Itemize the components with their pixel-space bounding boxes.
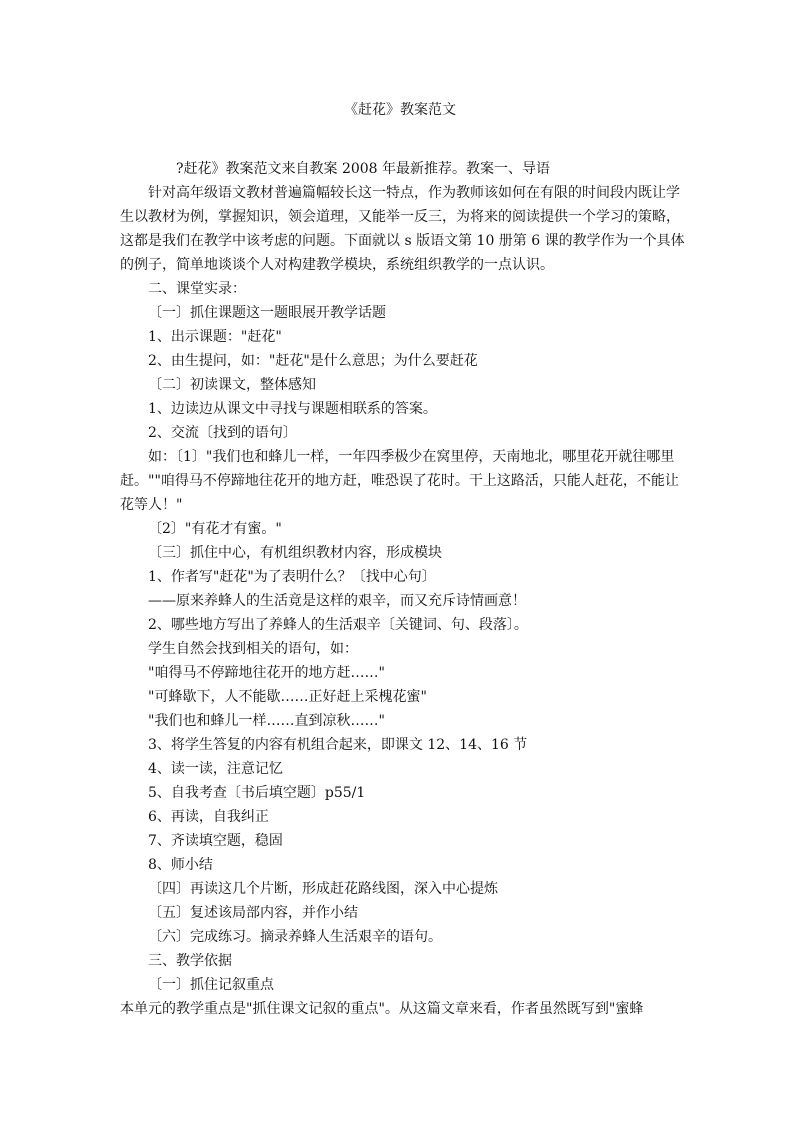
- paragraph-line: 3、将学生答复的内容有机组合起来，即课文 12、14、16 节: [148, 737, 528, 753]
- paragraph-line: 学生自然会找到相关的语句，如：: [148, 641, 358, 657]
- paragraph-line: 〔五〕复述该局部内容，并作小结: [148, 905, 358, 921]
- paragraph-line: 〔一〕抓住课题这一题眼展开教学话题: [148, 305, 386, 321]
- paragraph-line: 的例子，简单地谈谈个人对构建教学模块，系统组织教学的一点认识。: [120, 257, 554, 273]
- paragraph-line: 1、出示课题："赶花": [148, 329, 282, 345]
- paragraph-line: 三、教学依据: [148, 953, 232, 969]
- paragraph-line: ?赶花》教案范文来自教案 2008 年最新推荐。教案一、导语: [176, 161, 551, 177]
- paragraph-line: 1、作者写"赶花"为了表明什么？〔找中心句〕: [148, 569, 436, 585]
- paragraph-line: 7、齐读填空题，稳固: [148, 833, 283, 849]
- paragraph-line: "可蜂歇下，人不能歇……正好赶上采槐花蜜": [148, 689, 427, 705]
- paragraph-line: 〔六〕完成练习。摘录养蜂人生活艰辛的语句。: [148, 929, 442, 945]
- paragraph-line: 〔二〕初读课文，整体感知: [148, 377, 316, 393]
- paragraph-line: 花等人！": [120, 497, 183, 513]
- paragraph-line: 8、师小结: [148, 857, 213, 873]
- paragraph-line: 2、由生提问，如："赶花"是什么意思；为什么要赶花: [148, 353, 478, 369]
- paragraph-line: 2、交流〔找到的语句〕: [148, 425, 297, 441]
- paragraph-line: 〔三〕抓住中心，有机组织教材内容，形成模块: [148, 545, 442, 561]
- paragraph-line: 2、哪些地方写出了养蜂人的生活艰辛〔关键词、句、段落〕。: [148, 617, 528, 633]
- paragraph-line: 1、边读边从课文中寻找与课题相联系的答案。: [148, 401, 437, 417]
- paragraph-line: "我们也和蜂儿一样……直到凉秋……": [148, 713, 385, 729]
- paragraph-line: 5、自我考查〔书后填空题〕p55/1: [148, 785, 366, 801]
- paragraph-line: 〔一〕抓住记叙重点: [148, 977, 274, 993]
- paragraph-line: 这都是我们在教学中该考虑的问题。下面就以 s 版语文第 10 册第 6 课的教学作为一个具体: [120, 233, 685, 249]
- paragraph-line: 生以教材为例，掌握知识，领会道理，又能举一反三，为将来的阅读提供一个学习的策略，: [120, 209, 680, 225]
- paragraph-line: 〔四〕再读这几个片断，形成赶花路线图，深入中心提炼: [148, 881, 498, 897]
- paragraph-line: ——原来养蜂人的生活竟是这样的艰辛，而又充斥诗情画意！: [148, 593, 526, 609]
- document-body: [120, 157, 685, 1021]
- paragraph-line: "咱得马不停蹄地往花开的地方赶……": [148, 665, 385, 681]
- paragraph-line: 针对高年级语文教材普遍篇幅较长这一特点，作为教师该如何在有限的时间段内既让学: [148, 185, 680, 201]
- paragraph-line: 赶。""咱得马不停蹄地往花开的地方赶，唯恐误了花时。干上这路活，只能人赶花，不能让: [120, 473, 679, 489]
- paragraph-line: 如：〔1〕"我们也和蜂儿一样，一年四季极少在窝里停，天南地北，哪里花开就往哪里: [148, 449, 675, 465]
- paragraph-line: 本单元的教学重点是"抓住课文记叙的重点"。从这篇文章来看，作者虽然既写到"蜜蜂: [120, 1001, 644, 1017]
- paragraph-line: 6、再读，自我纠正: [148, 809, 269, 825]
- paragraph-line: 二、课堂实录：: [148, 281, 246, 297]
- document-title: 《赶花》教案范文: [344, 102, 456, 118]
- paragraph-line: 4、读一读，注意记忆: [148, 761, 283, 777]
- paragraph-line: 〔2〕"有花才有蜜。": [148, 521, 282, 537]
